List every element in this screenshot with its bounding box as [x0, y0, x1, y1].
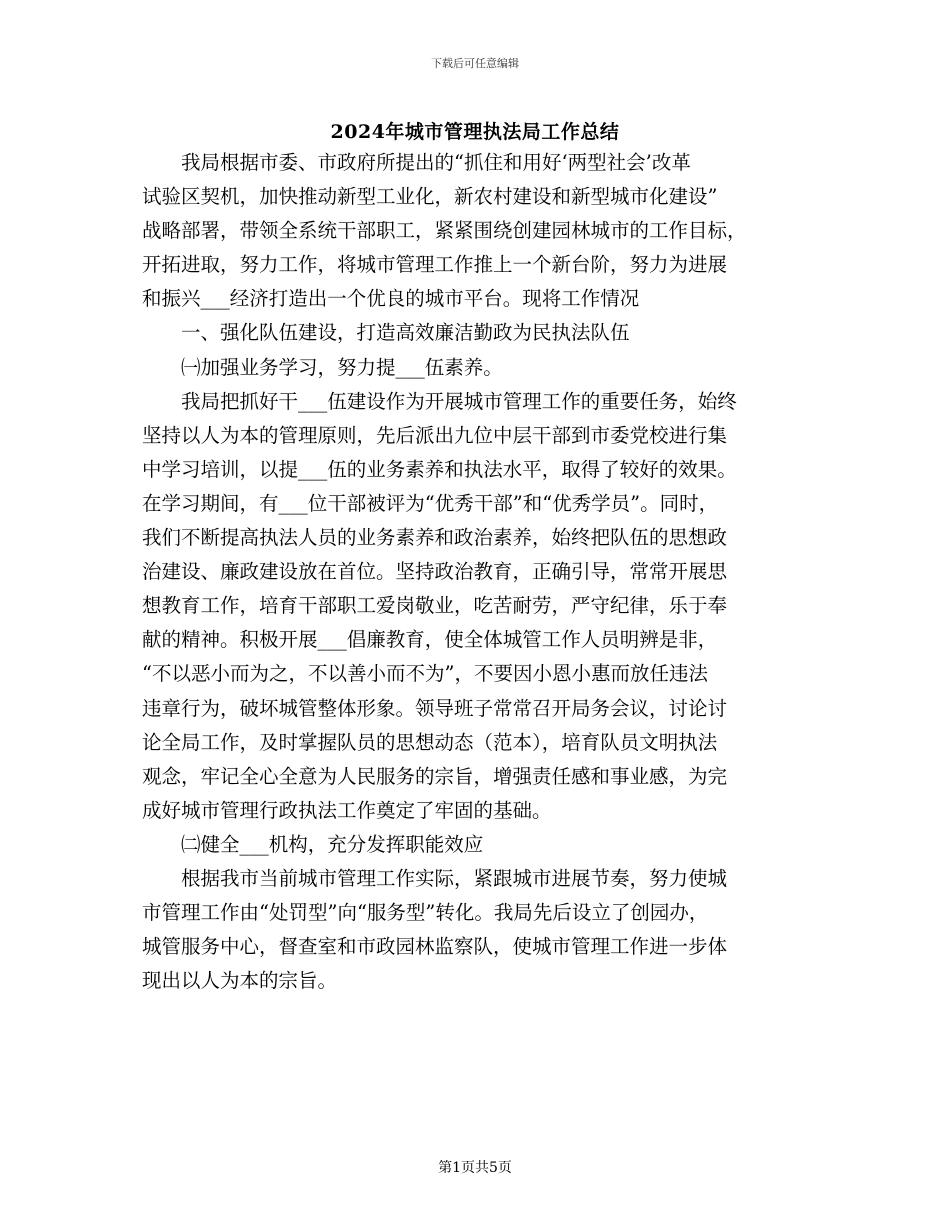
body-line: “不以恶小而为之，不以善小而不为”，不要因小恩小惠而放任违法 [142, 662, 708, 686]
body-line: 成好城市管理行政执法工作奠定了牢固的基础。 [142, 798, 552, 822]
body-line: 献的精神。积极开展___倡廉教育，使全体城管工作人员明辨是非， [142, 628, 718, 652]
body-line: 坚持以人为本的管理原则，先后派出九位中层干部到市委党校进行集 [142, 423, 728, 447]
body-line: 论全局工作，及时掌握队员的思想动态（范本），培育队员文明执法 [142, 730, 718, 754]
body-line: 根据我市当前城市管理工作实际，紧跟城市进展节奏，努力使城 [142, 866, 728, 890]
body-line: 市管理工作由“处罚型”向“服务型”转化。我局先后设立了创园办， [142, 901, 709, 925]
header-note: 下载后可任意编辑 [431, 57, 519, 70]
body-line: 战略部署，带领全系统干部职工，紧紧围绕创建园林城市的工作目标， [142, 219, 747, 243]
body-line: 试验区契机，加快推动新型工业化，新农村建设和新型城市化建设” [142, 185, 718, 209]
body-line: 在学习期间，有___位干部被评为“优秀干部”和“优秀学员”。同时， [142, 491, 719, 515]
body-line: 观念，牢记全心全意为人民服务的宗旨，增强责任感和事业感，为完 [142, 764, 728, 788]
body-line: 现出以人为本的宗旨。 [142, 969, 338, 993]
body-line: 城管服务中心，督查室和市政园林监察队，使城市管理工作进一步体 [142, 935, 728, 959]
body-line: 违章行为，破坏城管整体形象。领导班子常常召开局务会议，讨论讨 [142, 696, 728, 720]
body-line: 我局把抓好干___伍建设作为开展城市管理工作的重要任务，始终 [142, 389, 737, 413]
document-body [142, 146, 812, 998]
body-line: 我们不断提高执法人员的业务素养和政治素养，始终把队伍的思想政 [142, 526, 728, 550]
body-line: 中学习培训，以提___伍的业务素养和执法水平，取得了较好的效果。 [142, 457, 737, 481]
document-title: 2024年城市管理执法局工作总结 [330, 121, 620, 143]
body-line: 我局根据市委、市政府所提出的“抓住和用好‘两型社会’改革 [142, 151, 691, 174]
page-number: 第1页共5页 [438, 1160, 512, 1176]
subsection-heading: ㈡健全___机构，充分发挥职能效应 [142, 832, 484, 856]
section-heading: 一、强化队伍建设，打造高效廉洁勤政为民执法队伍 [142, 321, 630, 345]
subsection-heading: ㈠加强业务学习，努力提___伍素养。 [142, 355, 503, 379]
body-line: 想教育工作，培育干部职工爱岗敬业，吃苦耐劳，严守纪律，乐于奉 [142, 594, 728, 618]
body-line: 和振兴___经济打造出一个优良的城市平台。现将工作情况 [142, 287, 640, 311]
body-line: 治建设、廉政建设放在首位。坚持政治教育，正确引导，常常开展思 [142, 560, 728, 584]
body-line: 开拓进取，努力工作，将城市管理工作推上一个新台阶，努力为进展 [142, 253, 728, 277]
